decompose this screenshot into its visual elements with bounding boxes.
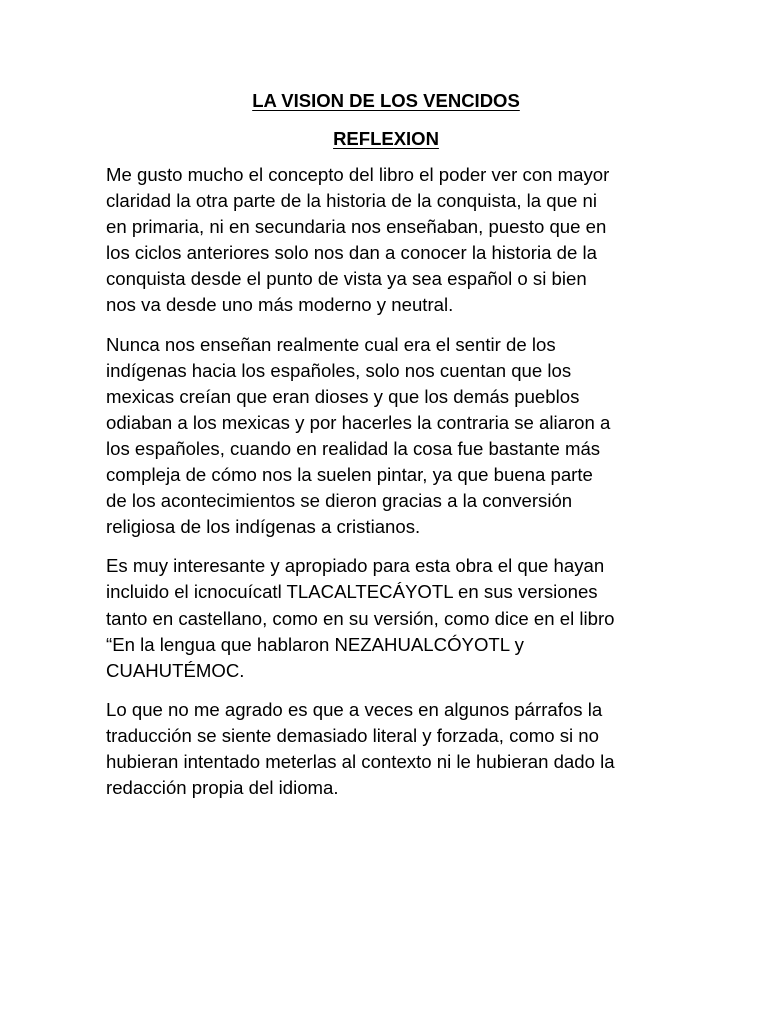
paragraph-line: odiaban a los mexicas y por hacerles la contraria se aliaron a bbox=[106, 411, 611, 433]
paragraph-line: traducción se siente demasiado literal y forzada, como si no bbox=[106, 724, 599, 746]
paragraph-line: mexicas creían que eran dioses y que los demás pueblos bbox=[106, 385, 580, 407]
paragraph-line: Lo que no me agrado es que a veces en algunos párrafos la bbox=[106, 698, 603, 720]
paragraph-line: compleja de cómo nos la suelen pintar, ya que buena parte bbox=[106, 464, 593, 486]
paragraph-line: de los acontecimientos se dieron gracias a la conversión bbox=[106, 490, 573, 512]
paragraph-line: Me gusto mucho el concepto del libro el poder ver con mayor bbox=[106, 164, 610, 185]
paragraph-line: hubieran intentado meterlas al contexto ni le hubieran dado la bbox=[106, 750, 615, 772]
paragraph-line: incluido el icnocuícatl TLACALTECÁYOTL en sus versiones bbox=[106, 581, 598, 603]
paragraph-line: religiosa de los indígenas a cristianos. bbox=[106, 516, 421, 538]
paragraph-line: redacción propia del idioma. bbox=[106, 777, 339, 799]
paragraph-line: tanto en castellano, como en su versión, como dice en el libro bbox=[106, 607, 615, 629]
paragraph-line: los españoles, cuando en realidad la cosa fue bastante más bbox=[106, 437, 601, 459]
paragraph-line: nos va desde uno más moderno y neutral. bbox=[106, 294, 454, 316]
paragraph-line: claridad la otra parte de la historia de la conquista, la que ni bbox=[106, 190, 597, 212]
paragraph-4 bbox=[106, 697, 666, 801]
document-content bbox=[106, 88, 666, 801]
paragraph-line: indígenas hacia los españoles, solo nos cuentan que los bbox=[106, 359, 572, 381]
paragraph-line: conquista desde el punto de vista ya sea español o si bien bbox=[106, 268, 587, 290]
paragraph-line: en primaria, ni en secundaria nos enseñaban, puesto que en bbox=[106, 216, 607, 238]
paragraph-line: CUAHUTÉMOC. bbox=[106, 659, 245, 681]
paragraph-line: Es muy interesante y apropiado para esta obra el que hayan bbox=[106, 555, 605, 577]
document-subtitle: REFLEXION bbox=[333, 128, 439, 149]
paragraph-1 bbox=[106, 162, 666, 319]
paragraph-line: Nunca nos enseñan realmente cual era el sentir de los bbox=[106, 333, 556, 355]
document-title: LA VISION DE LOS VENCIDOS bbox=[252, 90, 520, 111]
paragraph-line: los ciclos anteriores solo nos dan a conocer la historia de la bbox=[106, 242, 597, 264]
paragraph-2 bbox=[106, 332, 666, 541]
paragraph-line: “En la lengua que hablaron NEZAHUALCÓYOTL y bbox=[106, 633, 524, 655]
paragraph-3 bbox=[106, 553, 666, 683]
